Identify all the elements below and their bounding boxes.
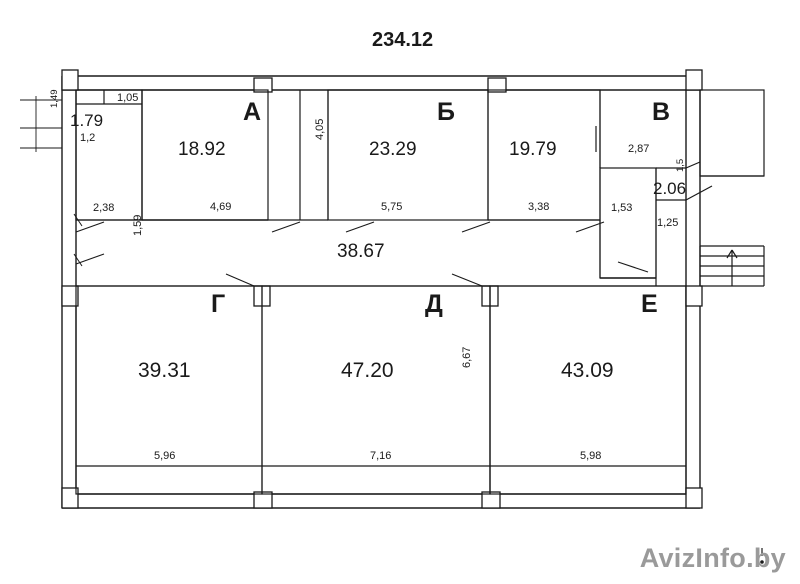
room-letter-e: Е (641, 290, 659, 318)
room-letter-v: В (652, 98, 671, 126)
room-b-width-dim: 5,75 (381, 201, 403, 213)
room-a-width-dim: 4,69 (210, 201, 232, 213)
left-inner-vertical-dim: 2,38 (93, 202, 115, 214)
overall-width-dimension: 234.12 (372, 29, 434, 51)
room-area-d: 47.20 (341, 359, 394, 382)
room-letter-g: Г (211, 290, 226, 318)
room-area-v: 19.79 (509, 139, 557, 160)
small-room-2-height: 1,5 (675, 158, 686, 172)
corridor-area: 38.67 (337, 241, 385, 262)
room-g-width-dim: 5,96 (154, 450, 176, 462)
room-area-a: 18.92 (178, 139, 226, 160)
small-room-1-height: 1,2 (80, 132, 96, 144)
room-letter-a: А (243, 98, 262, 126)
room-letter-d: Д (425, 290, 444, 318)
small-room-1-width: 1,05 (117, 92, 139, 104)
small-room-area-1: 1.79 (70, 111, 104, 130)
middle-vertical-dim: 6,67 (461, 346, 473, 368)
room-area-g: 39.31 (138, 359, 191, 382)
room-area-b: 23.29 (369, 139, 417, 160)
small-room-area-2: 2.06 (653, 179, 687, 198)
room-e-width-dim: 5,98 (580, 450, 602, 462)
small-right-lower-dim: 1,25 (657, 217, 679, 229)
room-v-right-dim: 1,53 (611, 202, 633, 214)
room-v-width-dim: 3,38 (528, 201, 550, 213)
room-letter-b: Б (437, 98, 456, 126)
room-a-height-dim: 4,05 (314, 118, 326, 140)
left-top-vertical-dim: 1,49 (49, 89, 60, 108)
room-area-e: 43.09 (561, 359, 614, 382)
room-d-width-dim: 7,16 (370, 450, 392, 462)
corridor-left-vertical-dim: 1,59 (132, 214, 144, 236)
small-room-2-width: 2,87 (628, 143, 650, 155)
watermark: AvizInfo.by (639, 543, 786, 573)
